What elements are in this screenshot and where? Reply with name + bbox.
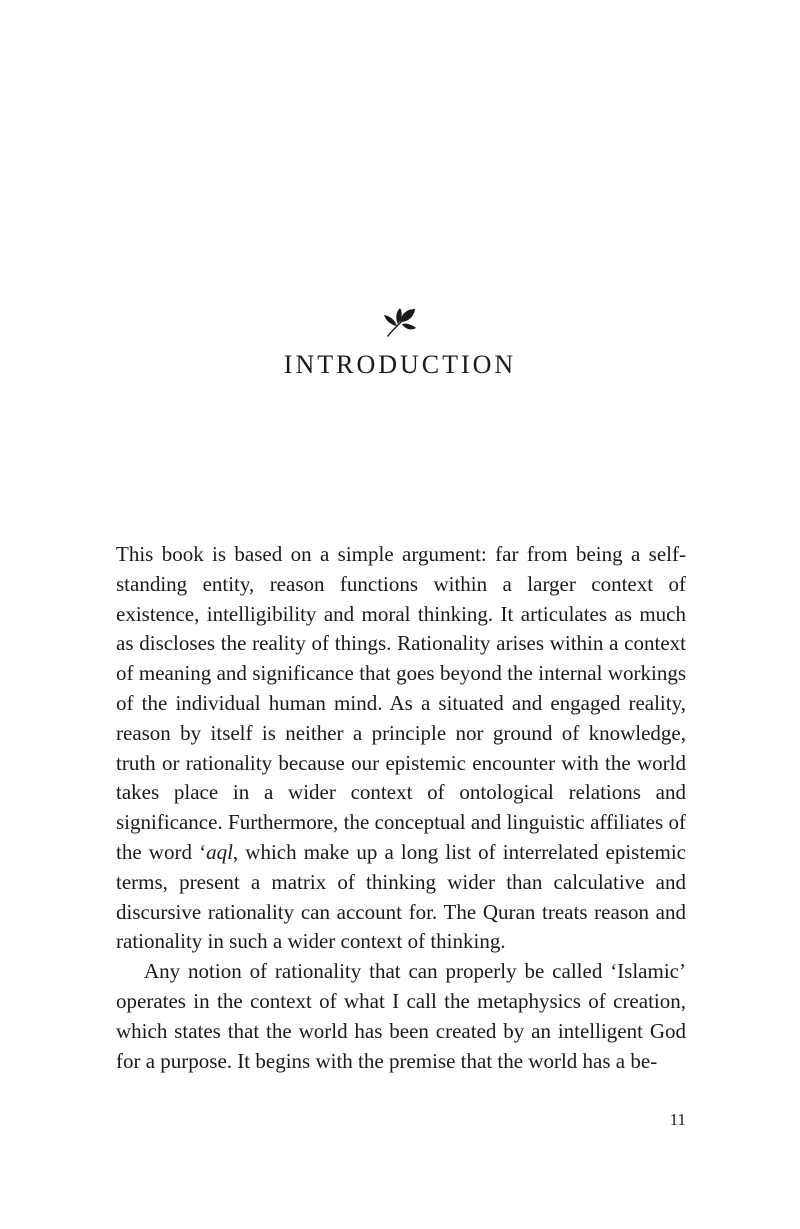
body-text xyxy=(116,540,686,1076)
paragraph-text: This book is based on a simple argument: far from being a self-standing entity, reason functions within a larger context of existence, intelligibility and moral thinking. It articulates as much as discloses the reality of things. Rationality arises within a context of meaning and significance that goes beyond the internal workings of the individual human mind. As a situated and engaged reality, reason by itself is neither a principle nor ground of knowledge, truth or rationality because our epistemic encounter with the world takes place in a wider context of ontological relations and significance. Furthermore, the conceptual and linguistic affiliates of the word ‘ xyxy=(116,542,686,864)
page-number: 11 xyxy=(669,1110,686,1129)
chapter-title: INTRODUCTION xyxy=(283,350,517,379)
leaf-ornament-icon xyxy=(383,308,417,338)
paragraph: Any notion of rationality that can properly be called ‘Islamic’ operates in the context of what I call the metaphysics of creation, which states that the world has been created by an intelligent God for a purpose. It begins with the premise that the world has a be- xyxy=(116,959,686,1073)
italic-term: aql xyxy=(206,839,233,864)
paragraph-text: , which make up a long list of interrelated epistemic terms, present a matrix of thinking wider than calculative and discursive rationality can account for. The Quran treats reason and rationality in such a wider context of thinking. xyxy=(116,839,686,954)
paragraph xyxy=(116,540,686,957)
